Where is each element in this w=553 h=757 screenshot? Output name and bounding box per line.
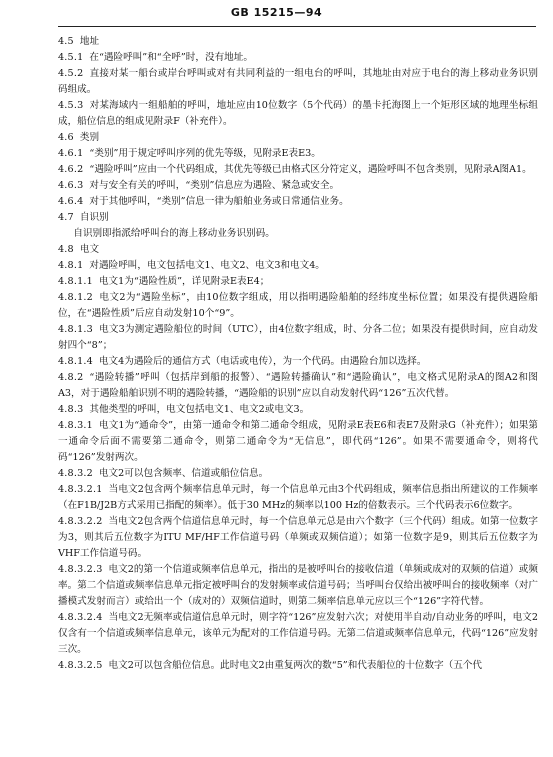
clause-number: 4.6.4 bbox=[58, 196, 84, 207]
clause-text: 其他类型的呼叫，电文包括电文1、电文2或电文3。 bbox=[89, 404, 310, 415]
clause-number: 4.8.1.2 bbox=[58, 292, 93, 303]
clause-paragraph bbox=[58, 658, 538, 674]
clause-paragraph bbox=[58, 178, 538, 194]
clause-text: 地址 bbox=[79, 36, 100, 47]
clause-number: 4.7 bbox=[58, 212, 74, 223]
clause-text: 对遇险呼叫，电文包括电文1、电文2、电文3和电文4。 bbox=[89, 260, 325, 271]
clause-number: 4.8.3.2.4 bbox=[58, 612, 103, 623]
clause-text: 电文2的第一个信道或频率信息单元，指出的是被呼叫台的接收信道（单频或成对的双频的信道）或频率。第二个信道或频率信息单元指定被呼叫台的发射频率或信道号码；当呼叫台仅给出被呼叫台的接收频率（对广播模式发射而言）或给出一个（成对的）双频信道时，则第二频率信息单元应以三个“126”字符代替。 bbox=[58, 564, 538, 607]
clause-text: 电文4为遇险后的通信方式（电话或电传），为一个代码。由遇险台加以选择。 bbox=[98, 356, 427, 367]
clause-text: 直接对某一船台或岸台呼叫或对有共同利益的一组电台的呼叫，其地址由对应于电台的海上移动业务识别码组成。 bbox=[58, 68, 538, 95]
clause-paragraph bbox=[58, 354, 538, 370]
document-body bbox=[58, 34, 538, 674]
clause-number: 4.5 bbox=[58, 36, 74, 47]
clause-text: 类别 bbox=[79, 132, 100, 143]
paragraph-continuation bbox=[58, 226, 538, 242]
clause-number: 4.8.3.2.1 bbox=[58, 484, 103, 495]
clause-paragraph bbox=[58, 466, 538, 482]
clause-paragraph bbox=[58, 514, 538, 562]
clause-text: 电文2可以包含船位信息。此时电文2由重复两次的数“5”和代表船位的十位数字（五个代 bbox=[108, 660, 483, 671]
clause-number: 4.5.3 bbox=[58, 100, 84, 111]
clause-paragraph bbox=[58, 34, 538, 50]
clause-paragraph bbox=[58, 50, 538, 66]
clause-paragraph bbox=[58, 146, 538, 162]
clause-text: “类别”用于规定呼叫序列的优先等级，见附录E表E3。 bbox=[89, 148, 321, 159]
clause-paragraph bbox=[58, 194, 538, 210]
clause-number: 4.5.2 bbox=[58, 68, 84, 79]
clause-text: 自识别 bbox=[79, 212, 109, 223]
page-header bbox=[0, 6, 553, 19]
clause-number: 4.8.3.1 bbox=[58, 420, 93, 431]
clause-paragraph bbox=[58, 322, 538, 354]
clause-text: 电文2为“遇险坐标”，由10位数字组成，用以指明遇险船舶的经纬度坐标位置；如果没有提供遇险船位，在“遇险性质”后应自动发射10个“9”。 bbox=[58, 292, 538, 319]
clause-number: 4.8.3.2.2 bbox=[58, 516, 103, 527]
clause-number: 4.8.3 bbox=[58, 404, 84, 415]
clause-text: 电文2可以包含频率、信道或船位信息。 bbox=[98, 468, 269, 479]
clause-text: “遇险转播”呼叫（包括岸到船的报警）、“遇险转播确认”和“遇险确认”，电文格式见附录A的图A2和图A3，对于遇险船舶识别不明的遇险转播，“遇险船的识别”应以自动发射代码“126”五次代替。 bbox=[58, 372, 538, 399]
clause-number: 4.8.3.2.5 bbox=[58, 660, 103, 671]
clause-paragraph bbox=[58, 482, 538, 514]
clause-paragraph bbox=[58, 98, 538, 130]
clause-number: 4.5.1 bbox=[58, 52, 84, 63]
clause-number: 4.8.1.1 bbox=[58, 276, 93, 287]
clause-text: 当电文2包含两个频率信息单元时，每一个信息单元由3个代码组成，频率信息指出所建议的工作频率（在F1B/J2B方式采用已指配的频率）。低于30 MHz的频率以100 Hz的倍数表示。三个代码表示6位数字。 bbox=[58, 484, 538, 511]
clause-paragraph bbox=[58, 290, 538, 322]
clause-number: 4.8.3.2 bbox=[58, 468, 93, 479]
clause-paragraph bbox=[58, 162, 538, 178]
clause-number: 4.6 bbox=[58, 132, 74, 143]
clause-text: 对于其他呼叫，“类别”信息一律为船舶业务或日常通信业务。 bbox=[89, 196, 349, 207]
clause-number: 4.8.1.4 bbox=[58, 356, 93, 367]
clause-text: 电文3为测定遇险船位的时间（UTC），由4位数字组成，时、分各二位；如果没有提供时间，应自动发射四个“8”； bbox=[58, 324, 538, 351]
clause-text: 对某海域内一组船舶的呼叫，地址应由10位数字（5个代码）的墨卡托海图上一个矩形区域的地理坐标组成，船位信息的组成见附录F（补充件）。 bbox=[58, 100, 538, 127]
clause-text: 电文1为“通命令”，由第一通命令和第二通命令组成，见附录E表E6和表E7及附录G（补充件）；如果第一通命令后面不需要第二通命令，则第二通命令为“无信息”，即代码“126”。如果不需要通命令，则将代码“126”发射两次。 bbox=[58, 420, 538, 463]
standard-number: GB 15215—94 bbox=[230, 6, 323, 19]
clause-paragraph bbox=[58, 562, 538, 610]
clause-text: 当电文2无频率或信道信息单元时，则字符“126”应发射六次；对使用半自动/自动业务的呼叫，电文2仅含有一个信道或频率信息单元，该单元为配对的工作信道号码。无第二信道或频率信息单元，代码“126”应发射三次。 bbox=[58, 612, 538, 655]
header-rule bbox=[58, 26, 536, 27]
clause-number: 4.8.2 bbox=[58, 372, 84, 383]
clause-paragraph bbox=[58, 130, 538, 146]
clause-paragraph bbox=[58, 210, 538, 226]
clause-text: “遇险呼叫”应由一个代码组成，其优先等级已由格式区分符定义，遇险呼叫不包含类别，见附录A图A1。 bbox=[89, 164, 532, 175]
clause-number: 4.6.3 bbox=[58, 180, 84, 191]
clause-number: 4.8 bbox=[58, 244, 74, 255]
clause-text: 对与安全有关的呼叫，“类别”信息应为遇险、紧急或安全。 bbox=[89, 180, 340, 191]
clause-paragraph bbox=[58, 370, 538, 402]
clause-text: 自识别即指派给呼叫台的海上移动业务识别码。 bbox=[73, 228, 275, 239]
clause-paragraph bbox=[58, 418, 538, 466]
clause-text: 在“遇险呼叫”和“全呼”时，没有地址。 bbox=[89, 52, 253, 63]
clause-paragraph bbox=[58, 242, 538, 258]
clause-paragraph bbox=[58, 274, 538, 290]
clause-number: 4.8.1 bbox=[58, 260, 84, 271]
clause-paragraph bbox=[58, 402, 538, 418]
clause-number: 4.8.1.3 bbox=[58, 324, 93, 335]
clause-number: 4.8.3.2.3 bbox=[58, 564, 103, 575]
clause-text: 电文 bbox=[79, 244, 100, 255]
clause-paragraph bbox=[58, 66, 538, 98]
clause-number: 4.6.2 bbox=[58, 164, 84, 175]
clause-number: 4.6.1 bbox=[58, 148, 84, 159]
clause-paragraph bbox=[58, 258, 538, 274]
clause-text: 电文1为“遇险性质”，详见附录E表E4； bbox=[98, 276, 270, 287]
clause-text: 当电文2包含两个信道信息单元时，每一个信息单元总是由六个数字（三个代码）组成。如第一位数字为3，则其后五位数字为ITU MF/HF工作信道号码（单频或双频信道）；如第一位数字是9，则其后五位数字为VHF工作信道号码。 bbox=[58, 516, 538, 559]
clause-paragraph bbox=[58, 610, 538, 658]
